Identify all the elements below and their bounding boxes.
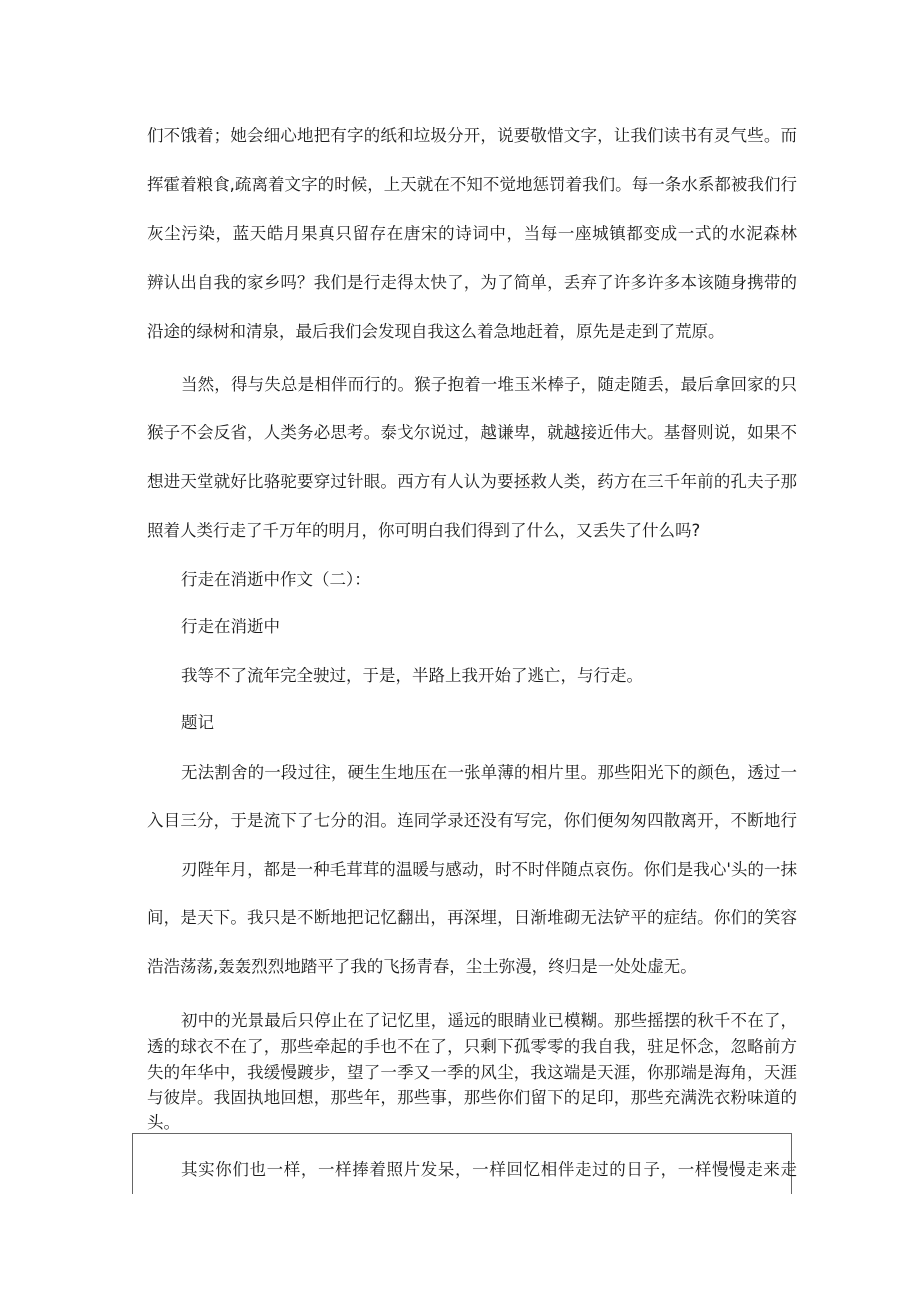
paragraph-line: 照着人类行走了千万年的明月，你可明白我们得到了什么，又丢失了什么吗? — [147, 521, 701, 540]
paragraph-line: 沿途的绿树和清泉，最后我们会发现自我这么着急地赶着，原先是走到了荒原。 — [147, 322, 725, 341]
paragraph-line: 失的年华中，我缓慢踱步，望了一季又一季的风尘，我这端是天涯，你那端是海角，天涯 — [147, 1063, 797, 1082]
paragraph-line: 无法割舍的一段过往，硬生生地压在一张单薄的相片里。那些阳光下的颜色，透过一 — [181, 763, 797, 782]
paragraph-line: 其实你们也一样，一样捧着照片发呆，一样回忆相伴走过的日子，一样慢慢走来走 — [181, 1160, 797, 1179]
paragraph-line: 与彼岸。我固执地回想，那些年，那些事，那些你们留下的足印，那些充满洗衣粉味道的 — [147, 1088, 797, 1107]
paragraph-line: 间，是天下。我只是不断地把记忆翻出，再深埋，日渐堆砌无法铲平的症结。你们的笑容 — [147, 908, 797, 927]
paragraph-line: 透的球衣不在了，那些牵起的手也不在了，只剩下孤零零的我自我，驻足怀念，忽略前方 — [147, 1037, 797, 1056]
paragraph-line: 初中的光景最后只停止在了记忆里，遥远的眼睛业已模糊。那些摇摆的秋千不在了， — [181, 1011, 797, 1030]
paragraph-line: 当然，得与失总是相伴而行的。猴子抱着一堆玉米棒子，随走随丢，最后拿回家的只 — [181, 375, 797, 394]
paragraph-line: 猴子不会反省，人类务必思考。泰戈尔说过，越谦卑，就越接近伟大。基督则说，如果不 — [147, 423, 797, 442]
paragraph-line: 挥霍着粮食,疏离着文字的时候，上天就在不知不觉地惩罚着我们。每一条水系都被我们行 — [147, 175, 797, 194]
paragraph-line: 我等不了流年完全驶过，于是，半路上我开始了逃亡，与行走。 — [181, 666, 643, 685]
essay-title: 行走在消逝中 — [181, 617, 280, 636]
paragraph-line: 刃陛年月，都是一种毛茸茸的温暖与感动，时不时伴随点哀伤。你们是我心'头的一抹 — [181, 860, 797, 879]
paragraph-line: 入目三分，于是流下了七分的泪。连同学录还没有写完，你们便匆匆四散离开，不断地行 — [147, 811, 797, 830]
paragraph-line: 浩浩荡荡,轰轰烈烈地踏平了我的飞扬青春，尘土弥漫，终归是一处处虚无。 — [147, 957, 697, 976]
paragraph-line: 头。 — [147, 1113, 180, 1132]
paragraph-line: 想进天堂就好比骆驼要穿过针眼。西方有人认为要拯救人类，药方在三千年前的孔夫子那 — [147, 472, 797, 491]
paragraph-line: 辨认出自我的家乡吗？我们是行走得太快了，为了简单，丢弃了许多许多本该随身携带的 — [147, 273, 797, 292]
paragraph-line: 灰尘污染，蓝天皓月果真只留存在唐宋的诗词中，当每一座城镇都变成一式的水泥森林 — [147, 224, 797, 243]
essay-heading: 行走在消逝中作文（二）： — [181, 570, 371, 589]
paragraph-line: 们不饿着；她会细心地把有字的纸和垃圾分开，说要敬惜文字，让我们读书有灵气些。而 — [147, 126, 797, 145]
epigraph-label: 题记 — [181, 713, 214, 732]
